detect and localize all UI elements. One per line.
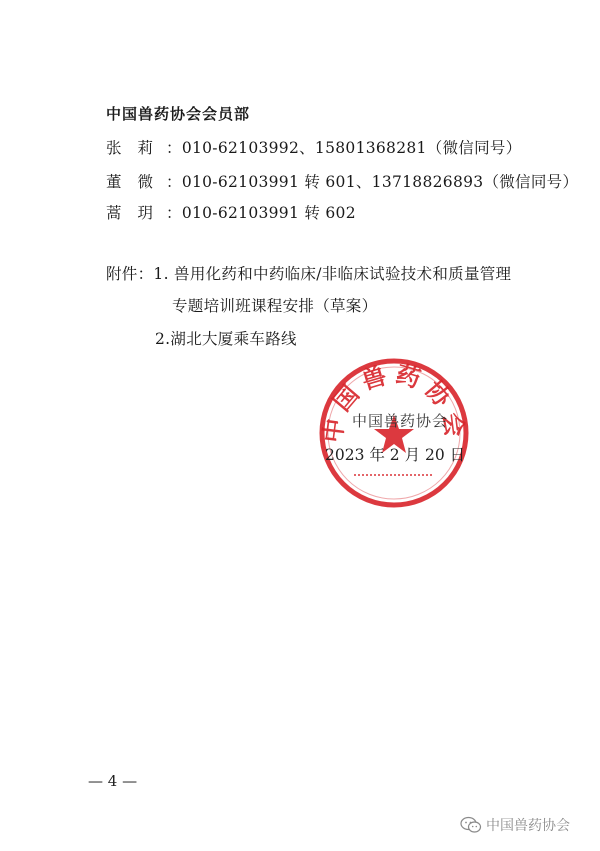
official-seal-icon — [318, 357, 470, 509]
svg-text:中国兽药协会: 中国兽药协会 — [318, 359, 470, 445]
attachment-item-1-continued: 专题培训班课程安排（草案） — [172, 297, 378, 315]
contact-separator: ： — [166, 173, 182, 191]
contact-line-1 — [106, 136, 522, 158]
contact-name: 蒿玥 — [106, 204, 170, 222]
contact-name: 董微 — [106, 173, 170, 191]
contact-line-3 — [106, 201, 356, 223]
contact-phone: 010-62103991 转 601、13718826893（微信同号） — [181, 173, 579, 191]
signature-date: 2023 年 2 月 20 日 — [325, 446, 466, 464]
contact-phone: 010-62103991 转 602 — [181, 204, 356, 222]
contact-line-2 — [106, 170, 578, 192]
contact-separator: ： — [166, 139, 182, 157]
watermark-text: 中国兽药协会 — [486, 818, 570, 834]
signature-organization: 中国兽药协会 — [352, 412, 449, 430]
attachment-prefix: 附件： — [106, 265, 154, 283]
attachment-item-1 — [106, 262, 511, 284]
page-number: — 4 — — [88, 772, 138, 790]
attachment-item-2: 2.湖北大厦乘车路线 — [155, 330, 297, 348]
wechat-icon — [460, 816, 482, 834]
attachment-1-title: 1. 兽用化药和中药临床/非临床试验技术和质量管理 — [153, 265, 512, 283]
contact-phone: 010-62103992、15801368281（微信同号） — [181, 139, 522, 157]
department-heading: 中国兽药协会会员部 — [106, 105, 251, 123]
contact-name: 张莉 — [106, 139, 170, 157]
wechat-watermark — [460, 815, 570, 835]
contact-separator: ： — [166, 204, 182, 222]
